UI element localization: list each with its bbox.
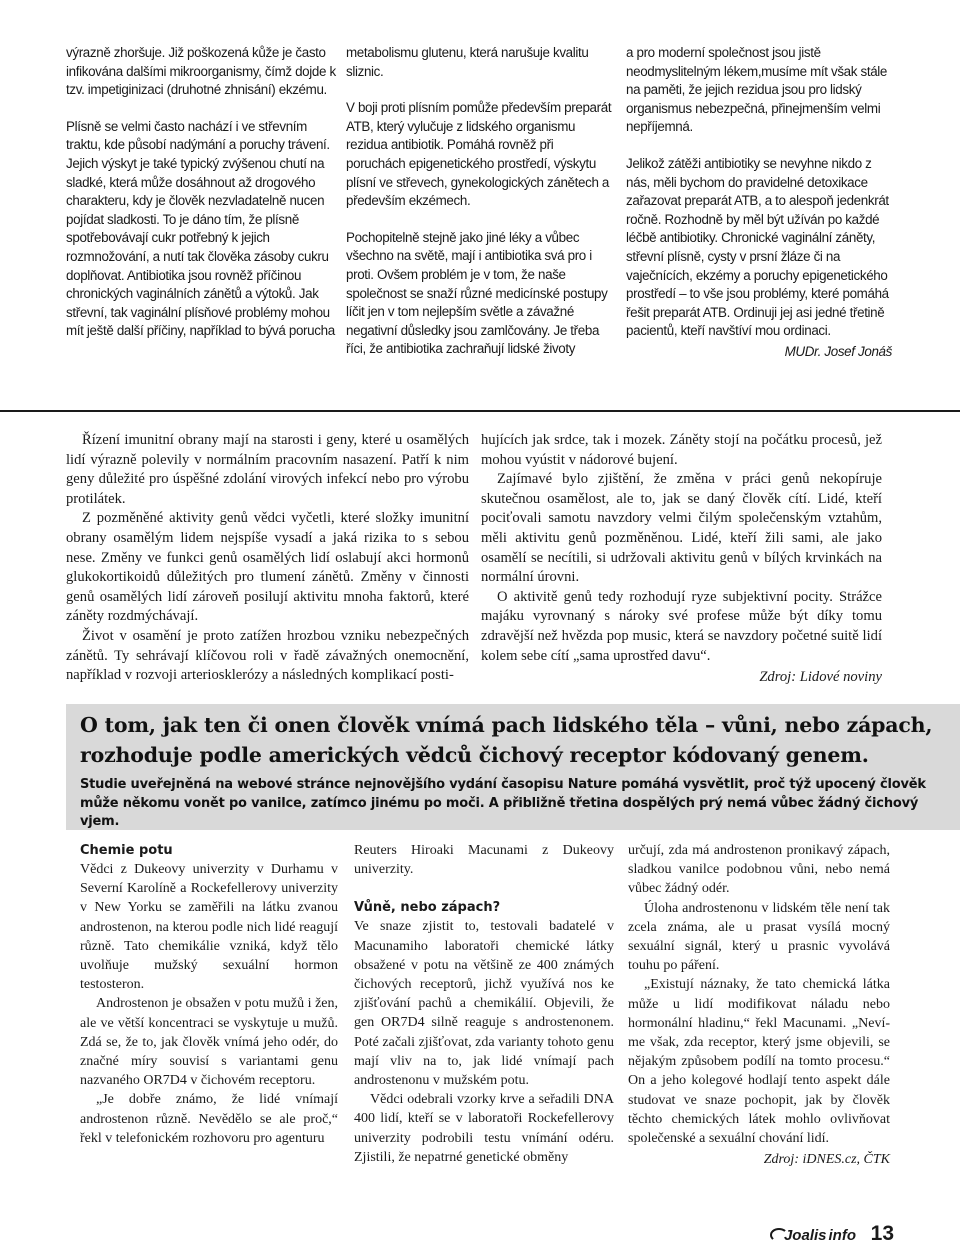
article3-col1	[80, 841, 338, 1148]
subheading: Chemie potu	[80, 843, 173, 858]
logo-brand: Joalis	[783, 1227, 827, 1244]
source-credit: Zdroj: Lidové noviny	[759, 669, 882, 686]
paragraph: a pro moderní společnost jsou jistě neodmyslitelným lékem,musíme mít však stále na paměti, že jejich rezidua jsou pro lidský organismus nebezpečná, přinejmenším velmi nepříjemná.	[626, 45, 888, 135]
article-headline: O tom, jak ten či onen člověk vnímá pach lidského těla – vůni, nebo zápach, rozhoduje podle amerických vědců čichový receptor kódovaný genem.	[80, 713, 933, 767]
page-number: 13	[870, 1222, 894, 1245]
article3-col2	[354, 841, 614, 1167]
logo-info: info	[828, 1227, 856, 1244]
subheading: Vůně, nebo zápach?	[354, 900, 501, 916]
paragraph: Zajímavé bylo zjištění, že změna v práci genů nekopíruje skutečnou osamělost, ale to, jak se daný člověk cítí. Lidé, kteří pociťovali samotu navzdory velmi čilým společenským vztahům, měli aktivitu genů pozměněnou. Lidé, kteří žili sami, ale jako osamělí se necítili, si udržovali aktivitu genů v bílých krvinkách na normální úrovni.	[481, 471, 882, 586]
section-divider	[0, 410, 960, 412]
author-signature: MUDr. Josef Jonáš	[784, 343, 892, 359]
paragraph: „Existují náznaky, že tato chemická látka může u lidí modifikovat náladu nebo hormonální hladinu,“ řekl Macunami. „Neví-me však, zda receptor, který jsme objevili, se nějakým způsobem podílí na tomto procesu.“ On a jeho kolegové hodlají tento aspekt dále studovat ve snaze pochopit, jak by člověk těchto chemických látek mohlo ovlivňovat společenské a sexuální chování lidí.	[628, 977, 890, 1147]
article-lead: Studie uveřejněná na webové stránce nejnovějšího vydání časopisu Nature pomáhá vysvětlit, proč týž upocený člověk může někomu vonět po vanilce, zatímco jinému po moči. A přibližně třetina dospělých prý nemá vůbec žádný čichový vjem.	[80, 777, 926, 829]
joalis-info-logo	[770, 1226, 856, 1244]
paragraph: Jelikož zátěži antibiotiky se nevyhne nikdo z nás, měli bychom do pravidelné detoxikace zařazovat preparát ATB, a to alespoň jedenkrát ročně. Rozhodně by měl být užíván po každé léčbě antibiotiky. Chronické vaginální záněty, střevní plísně, cysty v prsní žláze či na vaječnících, ekzémy a poruchy epigenetického prostředí – to vše jsou problémy, které pomáhá řešit preparát ATB. Ordinuji jej asi jedné třetině pacientů, kteří navštíví mou ordinaci.	[626, 155, 889, 339]
paragraph: Život v osamění je proto zatížen hrozbou vzniku nebezpečných zánětů. Ty sehrávají klíčovou roli v řadě závažných onemocnění, například v rozvoji arteriosklerózy a následných komplikací posti-	[66, 627, 469, 684]
paragraph: Řízení imunitní obrany mají na starosti i geny, které u osamělých lidí výrazně polevily v normálním pracovním nasazení. Patří k nim geny důležité pro úspěšné zdolání virových infekcí nebo pro výrobu protilátek.	[66, 432, 469, 507]
logo-swoosh-icon	[770, 1228, 788, 1242]
paragraph: V boji proti plísním pomůže především preparát ATB, který vylučuje z lidského organismu rezidua antibiotik. Pomáhá rovněž při poruchách epigenetického prostředí, výskytu plísní ve střevech, gynekologických zánětech a především ekzémech.	[346, 100, 612, 209]
paragraph: výrazně zhoršuje. Již poškozená kůže je často infikována dalšími mikroorganismy, čímž dojde k tzv. impetiginizaci (druhotné zhnisání) ekzému.	[66, 45, 336, 98]
paragraph: Úloha androstenonu v lidském těle není tak zcela známa, ale u prasat vysílá mocný sexuální signál, který u prasnic vyvolává touhu po páření.	[628, 900, 890, 974]
paragraph: Ve snaze zjistit to, testovali badatelé v Macunamiho laboratoři chemické látky obsažené v potu na většině ze 400 známých čichových receptorů, jichž využívá nos ke zjišťování pachů a chemikálií. Objevili, že gen OR7D4 silně reaguje s androstenonem. Poté začali zjišťovat, zda varianty tohoto genu mají vliv na to, jak lidé vnímají pach androstenonu v mužském potu.	[354, 919, 614, 1089]
article1-col2	[346, 44, 612, 377]
source-credit: Zdroj: iDNES.cz, ČTK	[763, 1152, 890, 1168]
article3-col3	[628, 841, 890, 1169]
article1-col3	[626, 44, 896, 362]
paragraph: Vědci z Dukeovy univerzity v Durhamu v Severní Karolíně a Rockefellerovy univerzity v New Yorku se zaměřili na látku zvanou androstenon, na kterou podle nich lidé reagují různě. Tato chemikálie vzniká, když tělo uvolňuje mužský sexuální hormon testosteron.	[80, 862, 338, 993]
paragraph: metabolismu glutenu, která narušuje kvalitu sliznic.	[346, 45, 589, 79]
article2-col1	[66, 431, 469, 686]
paragraph: Androstenon je obsažen v potu mužů i žen, ale ve větší koncentraci se vyskytuje u mužů. Zdá se, že to, jak člověk vnímá jeho odér, do značné míry souvisí s variantami genu nazvaného OR7D4 v čichovém receptoru.	[80, 996, 338, 1089]
paragraph: Plísně se velmi často nachází i ve střevním traktu, kde působí nadýmání a poruchy trávení. Jejich výskyt je také typický zvýšenou chutí na sladké, která může dosáhnout až drogového charakteru, kdy je člověk nezvladatelně nucen pojídat sladkosti. To je dáno tím, že plísně spotřebovávají cukr potřebný k jejich rozmnožování, a nutí tak člověka zásoby cukru doplňovat. Antibiotika jsou rovněž příčinou chronických vaginálních zánětů a výtoků. Jak střevní, tak vaginální plísňové problémy mohou mít ještě další příčiny, například to bývá porucha	[66, 118, 335, 339]
paragraph: hujících jak srdce, tak i mozek. Záněty stojí na počátku procesů, jež mohou vyústit v nádorové bujení.	[481, 432, 882, 468]
paragraph: Z pozměněné aktivity genů vědci vyčetli, které složky imunitní obrany osamělým lidem nejspíše vysadí a jaká rizika to s sebou nese. Změny ve funkci genů osamělých lidí oslabují akci hormonů glukokortikoidů důležitých pro tlumení zánětů. Změny v činnosti genů osamělých lidí zároveň posilují aktivitu mnoha faktorů, které záněty rozdmýchávají.	[66, 510, 469, 625]
paragraph: O aktivitě genů tedy rozhodují ryze subjektivní pocity. Strážce majáku vyrovnaný s nároky své profese může být díky tomu zdravější než hvězda pop music, která se navzdory početné suitě lidí kolem sebe cítí „sama uprostřed davu“.	[481, 588, 882, 664]
paragraph: Vědci odebrali vzorky krve a seřadili DNA 400 lidí, kteří se v laboratoři Rockefellerovy univerzity podrobili testu vnímání odéru. Zjistili, že nepatrné genetické obměny	[354, 1092, 614, 1165]
paragraph: „Je dobře známo, že lidé vnímají androstenon různě. Nevědělo se ale proč,“ řekl v telefonickém rozhovoru pro agenturu	[80, 1092, 338, 1146]
article1-col1	[66, 44, 338, 359]
paragraph: Pochopitelně stejně jako jiné léky a vůbec všechno na světě, mají i antibiotika svá pro i proti. Ovšem problém je v tom, že naše společnost se snaží různé medicínské postupy líčit jen v tom nejlepším světle a závažné negativní důsledky jsou zamlčovány. Je třeba říci, že antibiotika zachraňují lidské životy	[346, 229, 608, 357]
paragraph: Reuters Hiroaki Macunami z Dukeovy univerzity.	[354, 843, 614, 878]
article2-col2	[481, 431, 882, 688]
headline-box	[66, 704, 960, 830]
paragraph: určují, zda má androstenon pronikavý zápach, sladkou vanilce podobnou vůni, nebo nemá vůbec žádný odér.	[628, 843, 890, 897]
